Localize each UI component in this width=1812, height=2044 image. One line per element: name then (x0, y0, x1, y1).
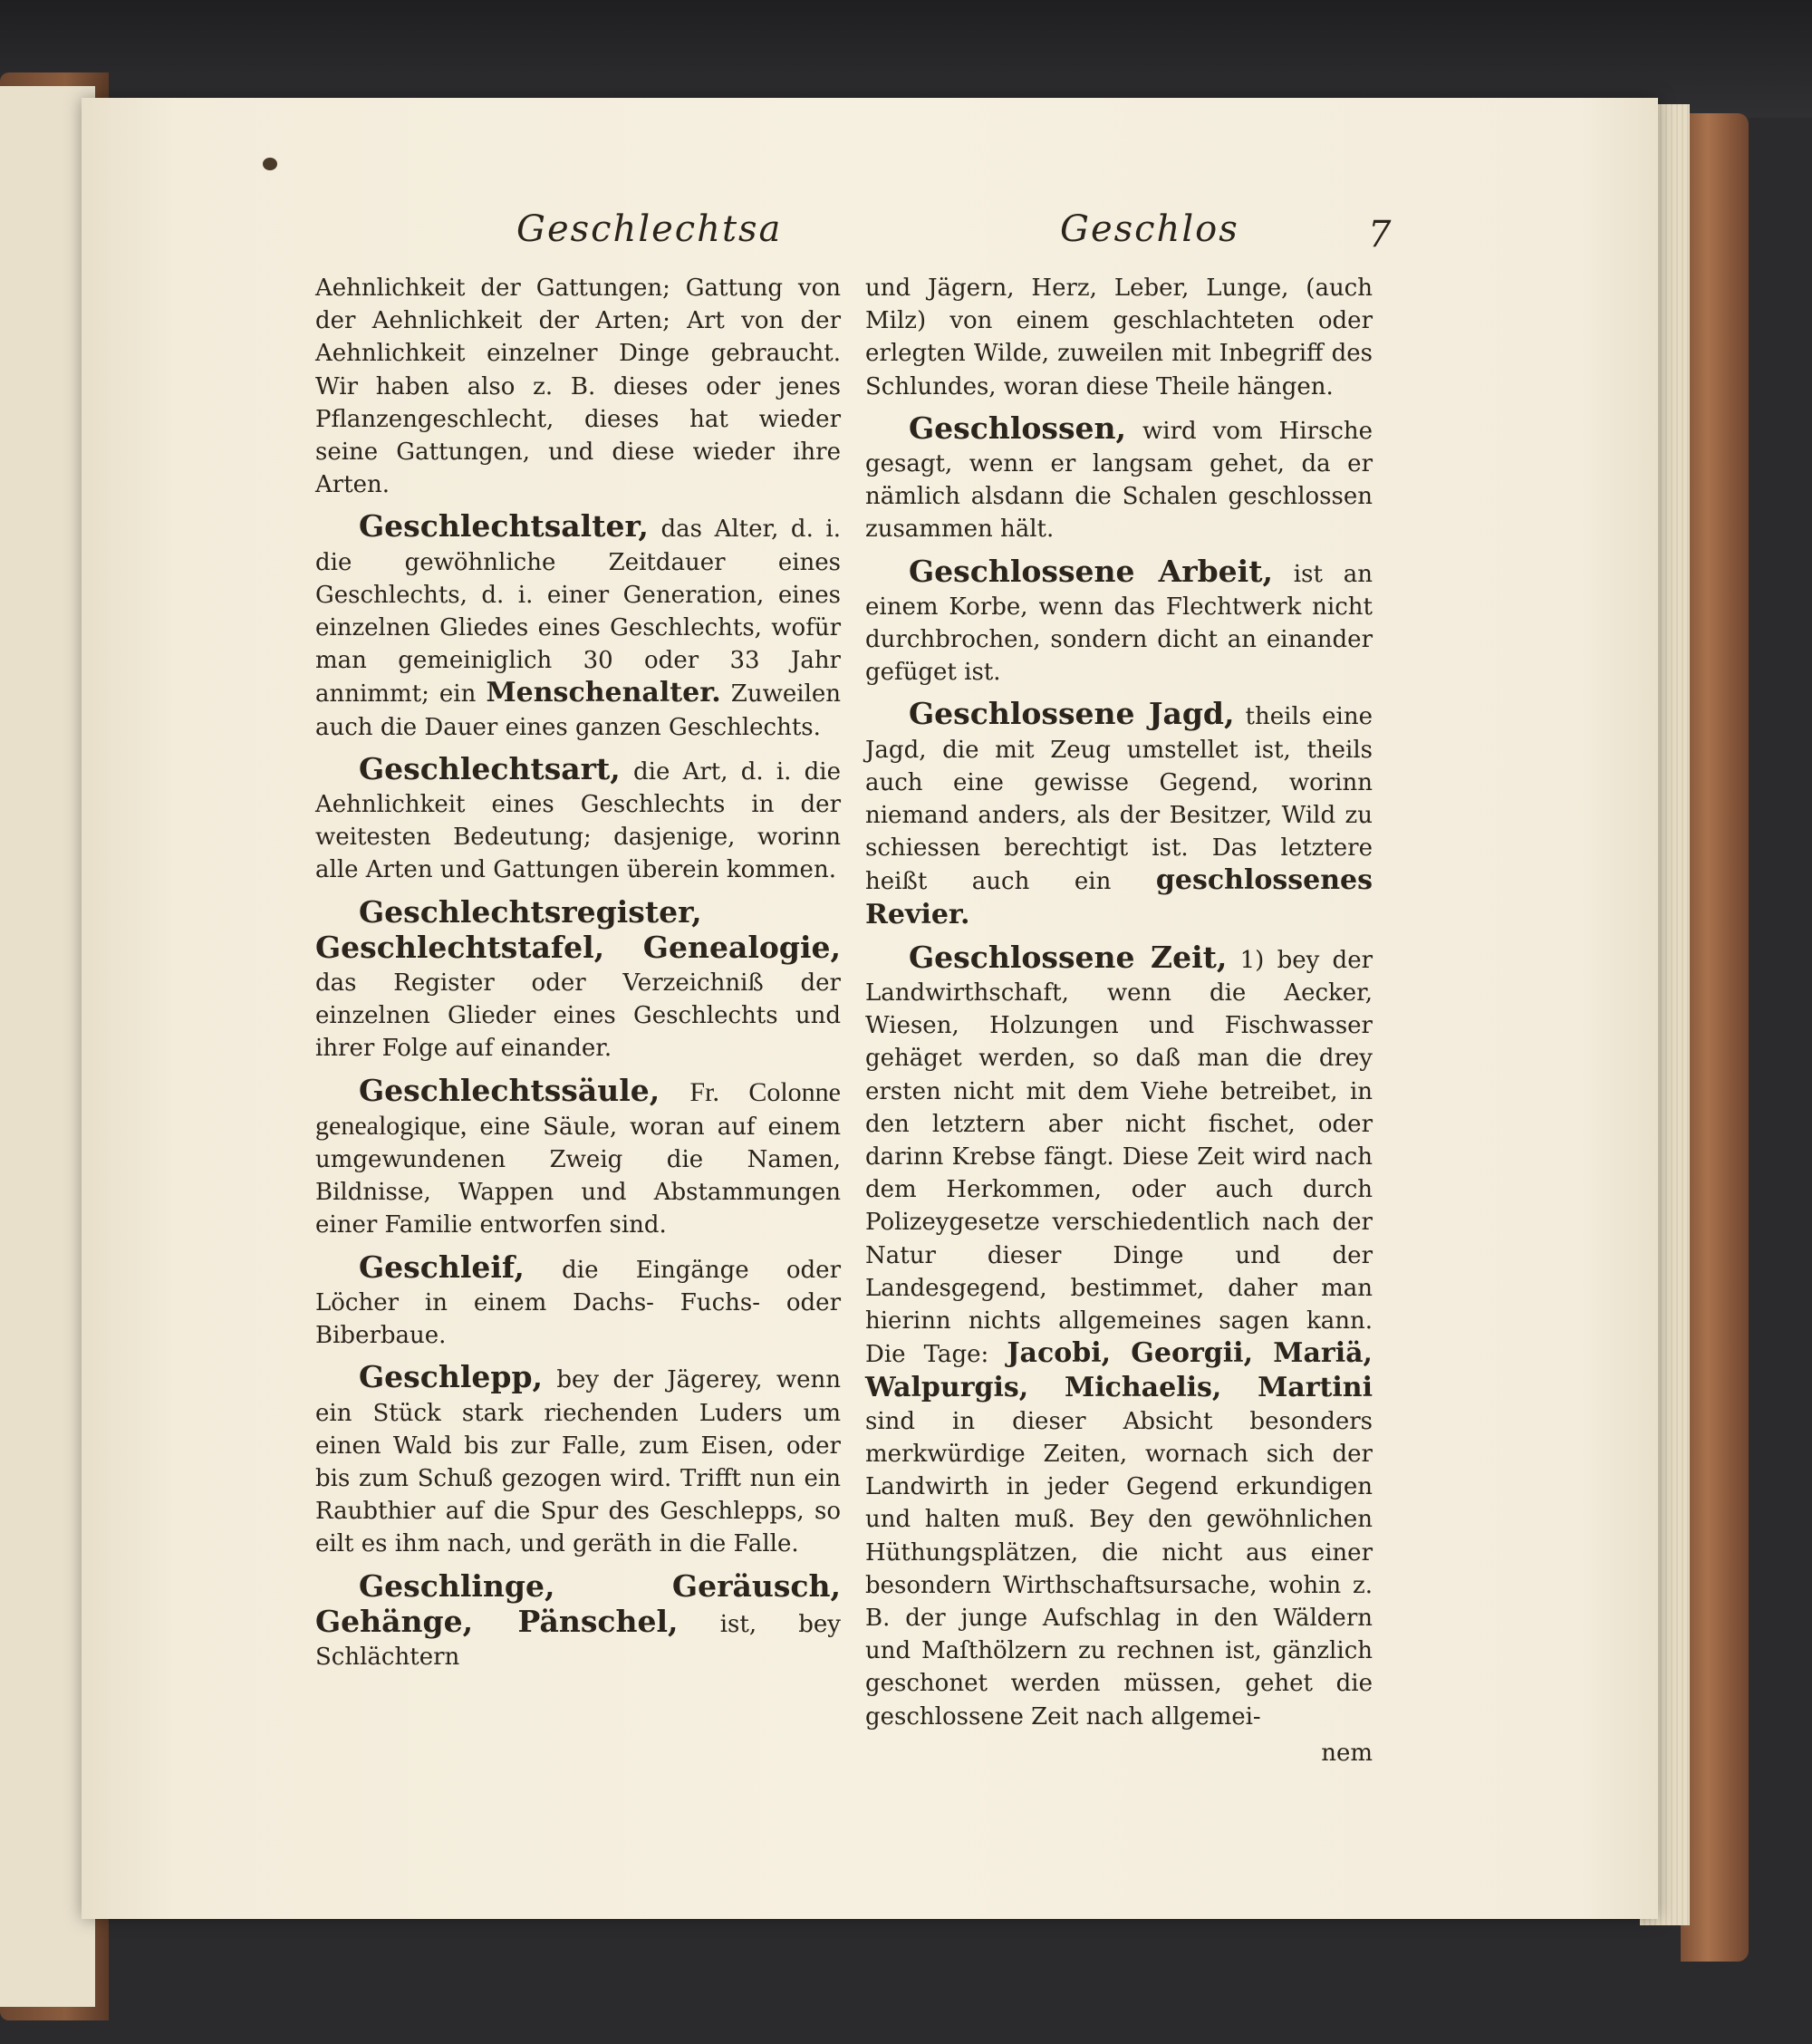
left-column (315, 272, 841, 1682)
entry-term: Geschlossen, (909, 410, 1127, 446)
entry-tail: sind in dieser Absicht besonders merkwürdige Zeiten, wornach sich der Landwirth in jeder Gegend erkundigen und halten muß. Bey den gewöhnlichen Hüthungsplätzen, die nicht aus einer besondern Wirthschaftsursache, wohin z. B. der junge Aufschlag in den Wäldern und Maſthölzern zu rechnen ist, gänzlich geschonet werden müssen, gehet die geschlossene Zeit nach allgemei- (865, 1407, 1373, 1731)
entry-term: Geschlepp, (359, 1359, 544, 1395)
entry-text: die Art, d. i. die Aehnlichkeit eines Geschlechts in der weitesten Bedeutung; dasjenige, worinn alle Arten und Gattungen überein kommen. (315, 757, 842, 884)
entry-term: Geschlinge, Geräusch, Gehänge, Pänschel, (315, 1567, 841, 1639)
entry-geschlechtssaeule (315, 1072, 841, 1242)
entry-text: 1) bey der Landwirthschaft, wenn die Aecker, Wiesen, Holzungen und Fischwasser gehäget werden, so daß man die drey ersten nicht mit dem Viehe betreibet, in den letztern aber nicht fischet, oder darinn Krebse fängt. Diese Zeit wird nach dem Herkommen, oder auch durch Polizeygesetze verschiedentlich nach der Natur dieser Dinge und der Landesgegend, bestimmet, daher man hierinn nichts allgemeines sagen kann. Die Tage: (865, 946, 1373, 1369)
entry-geschlossene-arbeit (865, 555, 1373, 689)
entry-roman: Fr. Colonne genealogique, (315, 1076, 841, 1141)
entry-geschlinge (315, 1567, 842, 1674)
entry-term: Geschlossene Jagd, (909, 696, 1235, 732)
entry-text: eine Säule, woran auf einem umgewundenen Zweig die Namen, Bildnisse, Wappen und Abstammungen einer Familie entworfen sind. (315, 1113, 841, 1239)
entry-term: Geschlechtsart, (359, 750, 621, 786)
entry-term: Geschlossene Zeit, (909, 939, 1228, 975)
left-intro: Aehnlichkeit der Gattungen; Gattung von der Aehnlichkeit der Arten; Art von der Aehnlichkeit einzelner Dinge gebraucht. Wir haben also z. B. dieses oder jenes Pflanzengeschlecht, dieses hat wieder seine Gattungen, und diese wieder ihre Arten. (315, 275, 841, 499)
entry-geschlechtsalter (315, 510, 841, 743)
entry-term: Geschleif, (359, 1249, 525, 1285)
page-number: 7 (1368, 214, 1392, 256)
entry-term: Geschlechtsregister, Geschlechtstafel, Genealogie, (315, 893, 841, 965)
entry-text: theils eine Jagd, die mit Zeug umstellet ist, theils auch eine gewisse Gegend, worinn niemand anders, als der Besitzer, Wild zu schiessen berechtigt ist. Das letztere heißt auch ein (865, 703, 1373, 896)
entry-text: ist, bey Schlächtern (315, 1610, 842, 1671)
entry-geschlossene-zeit (865, 941, 1373, 1733)
entry-geschleif (315, 1251, 841, 1353)
entry-geschlechtsregister (315, 893, 841, 1065)
entry-tail: Zuweilen auch die Dauer eines ganzen Geschlechts. (315, 680, 842, 741)
entry-text: das Register oder Verzeichniß der einzelnen Glieder eines Geschlechts und ihrer Folge auf einander. (315, 969, 841, 1063)
entry-term: Geschlechtssäule, (359, 1072, 660, 1108)
entry-emphasis: Menschenalter. (486, 677, 721, 709)
right-intro: und Jägern, Herz, Leber, Lunge, (auch Milz) von einem geschlachteten oder erlegten Wilde, zuweilen mit Inbegriff des Schlundes, woran diese Theile hängen. (865, 275, 1373, 400)
right-book-cover (1681, 113, 1749, 1962)
entry-text: bey der Jägerey, wenn ein Stück stark riechenden Luders um einen Wald bis zur Falle, zum Eisen, oder bis zum Schuß gezogen wird. Trifft nun ein Raubthier auf die Spur des Geschlepps, so eilt es ihm nach, und geräth in die Falle. (315, 1366, 842, 1558)
running-head-right: Geschlos (1060, 208, 1239, 250)
running-head-left: Geschlechtsa (516, 208, 783, 250)
catchword: nem (1321, 1739, 1373, 1767)
entry-emphasis: Jacobi, Georgii, Mariä, Walpurgis, Michaelis, Martini (865, 1337, 1373, 1403)
entry-text: das Alter, d. i. die gewöhnliche Zeitdauer eines Geschlechts, d. i. einer Generation, eines einzelnen Gliedes eines Geschlechts, wofür man gemeiniglich 30 oder 33 Jahr annimmt; ein (315, 516, 841, 709)
entry-emphasis: geschlossenes Revier. (865, 864, 1373, 930)
right-column (865, 272, 1373, 1769)
ink-spot (263, 158, 277, 170)
entry-geschlossene-jagd (865, 698, 1373, 931)
entry-geschlossen (865, 412, 1373, 546)
entry-term: Geschlossene Arbeit, (909, 553, 1273, 589)
entry-geschlechtsart (315, 750, 842, 887)
entry-text: wird vom Hirsche gesagt, wenn er langsam gehet, da er nämlich alsdann die Schalen geschlossen zusammen hält. (865, 417, 1373, 544)
entry-term: Geschlechtsalter, (359, 508, 649, 545)
entry-text: ist an einem Korbe, wenn das Flechtwerk nicht durchbrochen, sondern dicht an einander gefüget ist. (865, 560, 1373, 687)
entry-geschlepp (315, 1361, 841, 1560)
entry-text: die Eingänge oder Löcher in einem Dachs- Fuchs- oder Biberbaue. (315, 1256, 841, 1350)
